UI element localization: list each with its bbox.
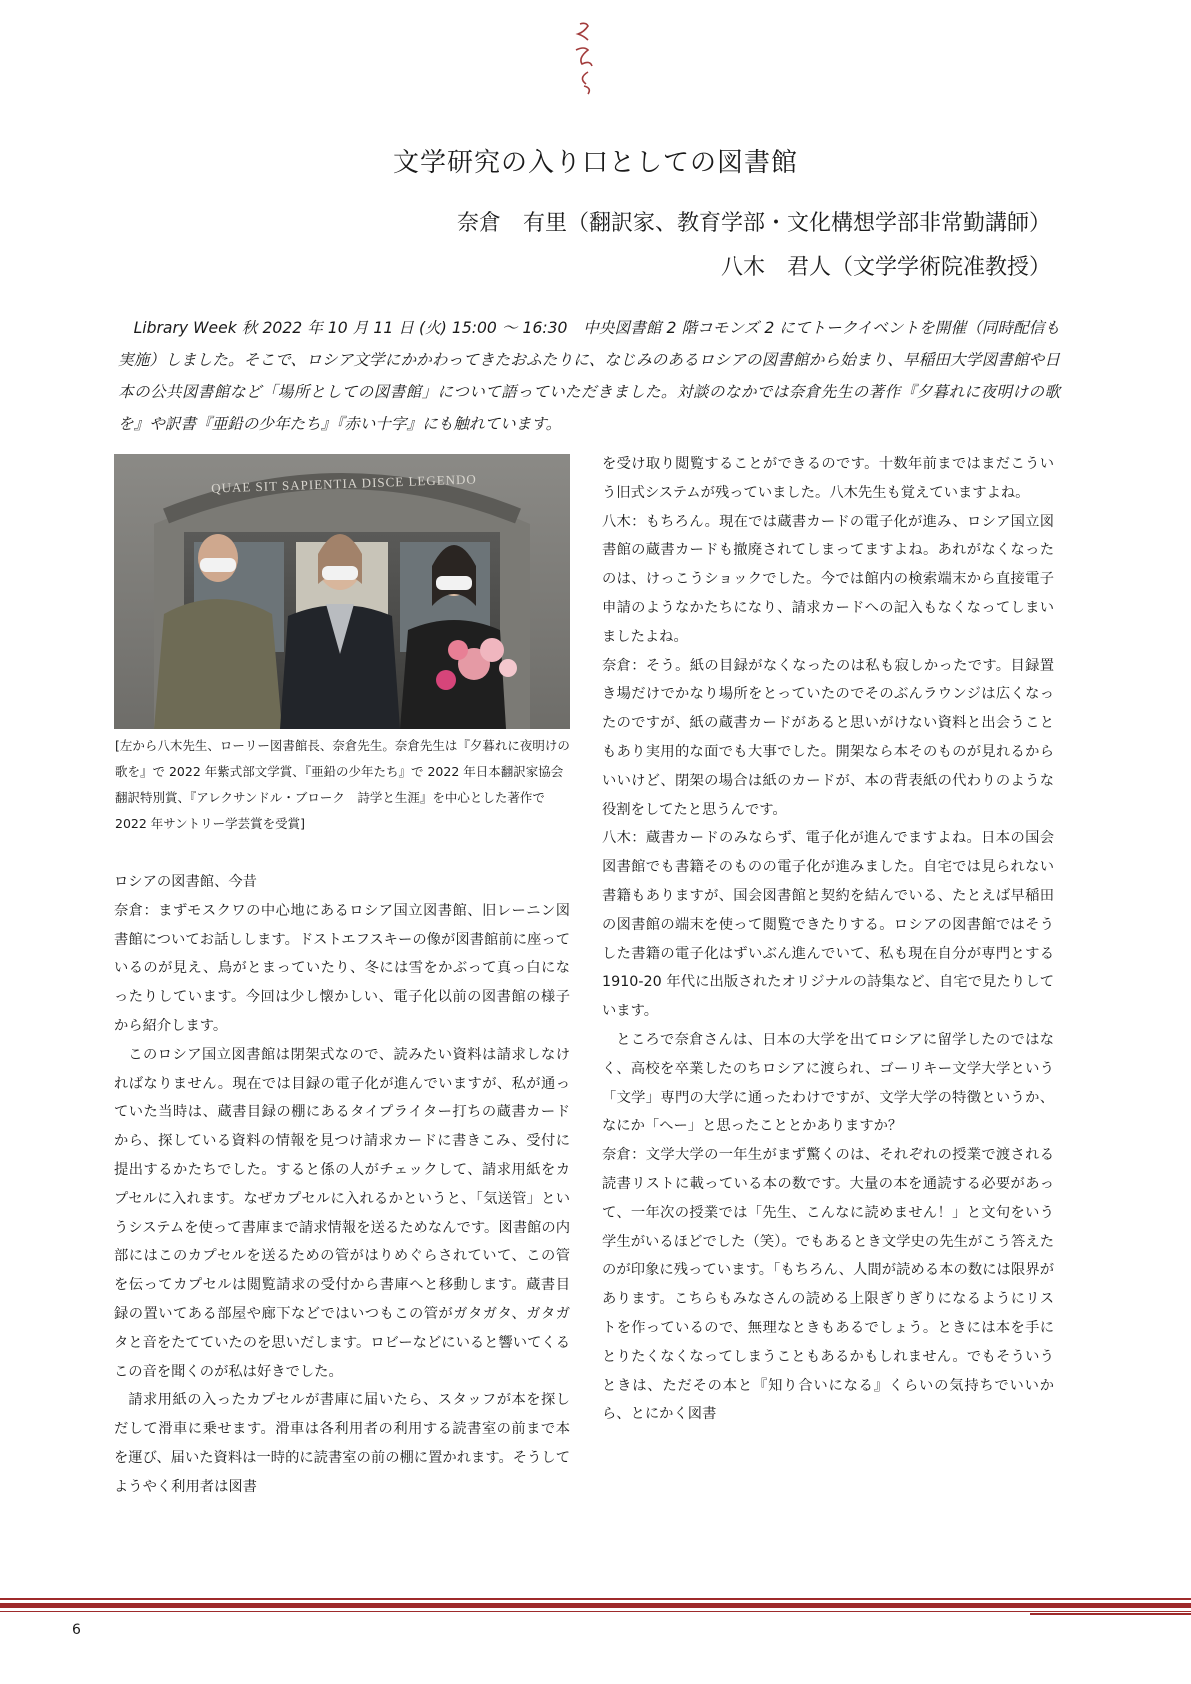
right-column [602,450,1054,1429]
fumikura-logo-mark [570,16,598,96]
right-paragraph-2: 八木：もちろん。現在では蔵書カードの電子化が進み、ロシア国立図書館の蔵書カードも撤廃されてしまってますよね。あれがなくなったのは、けっこうショックでした。今では館内の検索端末から直接電子申請のようなかたちになり、請求カードへの記入もなくなってしまいましたよね。 [602,513,1054,645]
event-photo [114,454,570,729]
left-paragraph-2: このロシア国立図書館は閉架式なので、読みたい資料は請求しなければなりません。現在では目録の電子化が進んでいますが、私が通っていた当時は、蔵書目録の棚にあるタイプライター打ちの蔵書カードから、探している資料の情報を見つけ請求カードに書きこみ、受付に提出するかたちでした。すると係の人がチェックして、請求用紙をカプセルに入れます。なぜカプセルに入れるかというと、「気送管」というシステムを使って書庫まで請求情報を送るためなんです。図書館の内部にはこのカプセルを送るための管がはりめぐらされていて、この管を伝ってカプセルは閲覧請求の受付から書庫へと移動します。蔵書目録の置いてある部屋や廊下などではいつもこの管がガタガタ、ガタガタと音をたてていたのを思いだします。ロビーなどにいると響いてくるこの音を聞くのが私は好きでした。 [114,1046,570,1380]
fumikura-logo [570,16,598,96]
left-paragraph-1: 奈倉：まずモスクワの中心地にあるロシア国立図書館、旧レーニン図書館についてお話しします。ドストエフスキーの像が図書館前に座っているのが見え、鳥がとまっていたり、冬には雪をかぶって真っ白になったりしています。今回は少し懐かしい、電子化以前の図書館の様子から紹介します。 [114,902,570,1034]
footer-rule [0,1598,1191,1618]
right-paragraph-5: ところで奈倉さんは、日本の大学を出てロシアに留学したのではなく、高校を卒業したのちロシアに渡られ、ゴーリキー文学大学という「文学」専門の大学に通ったわけですが、文学大学の特徴というか、なにか「へー」と思ったこととかありますか？ [602,1031,1054,1135]
left-paragraph-3: 請求用紙の入ったカプセルが書庫に届いたら、スタッフが本を探しだして滑車に乗せます。滑車は各利用者の利用する読書室の前まで本を運び、届いた資料は一時的に読書室の前の棚に置かれます。そうしてようやく利用者は図書 [114,1392,570,1495]
author-nakura: 奈倉 有里（翻訳家、教育学部・文化構想学部非常勤講師） [456,211,1051,236]
intro-paragraph: Library Week 秋 2022 年 10 月 11 日 (火) 15:00 ～ 16:30 中央図書館 2 階コモンズ 2 にてトークイベントを開催（同時配信も実施）しました。そこで、ロシア文学にかかわってきたおふたりに、なじみのあるロシアの図書館から始まり、早稲田大学図書館や日本の公共図書館など「場所としての図書館」について語っていただきました。対談のなかでは奈倉先生の著作『夕暮れに夜明けの歌を』や訳書『亜鉛の少年たち』『赤い十字』にも触れています。 [118,319,1060,433]
article-title: 文学研究の入り口としての図書館 [392,148,798,178]
right-paragraph-4: 八木：蔵書カードのみならず、電子化が進んでますよね。日本の国会図書館でも書籍そのものの電子化が進みました。自宅では見られない書籍もありますが、国会図書館と契約を結んでいる、たとえば早稲田の図書館の端末を使って閲覧できたりする。ロシアの図書館ではそうした書籍の電子化はずいぶん進んでいて、私も現在自分が専門とする 1910-20 年代に出版されたオリジナルの詩集など、自宅で見たりしています。 [602,830,1054,1020]
author-yagi: 八木 君人（文学学術院准教授） [720,255,1051,280]
page-number: 6 [72,1622,81,1638]
right-paragraph-1: を受け取り閲覧することができるのです。十数年前まではまだこういう旧式システムが残っていました。八木先生も覚えていますよね。 [602,456,1054,501]
right-paragraph-3: 奈倉：そう。紙の目録がなくなったのは私も寂しかったです。目録置き場だけでかなり場所をとっていたのでそのぶんラウンジは広くなったのですが、紙の蔵書カードがあると思いがけない資料と出会うこともあり実用的な面でも大事でした。開架なら本そのものが見れるからいいけど、閉架の場合は紙のカードが、本の背表紙の代わりのような役割をしてたと思うんです。 [602,657,1054,818]
photo-inscription: QUAE SIT SAPIENTIA DISCE LEGENDO [210,471,478,496]
section-heading: ロシアの図書館、今昔 [114,874,257,890]
left-column [114,868,570,1502]
photo-caption: [左から八木先生、ローリー図書館長、奈倉先生。奈倉先生は『夕暮れに夜明けの歌を』で 2022 年紫式部文学賞、『亜鉛の少年たち』で 2022 年日本翻訳家協会翻訳特別賞、『アレクサンドル・ブローク 詩学と生涯』を中心とした著作で 2022 年サントリー学芸賞を受賞] [115,738,570,831]
right-paragraph-6: 奈倉：文学大学の一年生がまず驚くのは、それぞれの授業で渡される読書リストに載っている本の数です。大量の本を通読する必要があって、一年次の授業では「先生、こんなに読めません！」と文句をいう学生がいるほどでした（笑）。でもあるとき文学史の先生がこう答えたのが印象に残っています。「もちろん、人間が読める本の数には限界があります。こちらもみなさんの読める上限ぎりぎりになるようにリストを作っているので、無理なときもあるでしょう。ときには本を手にとりたくなくなってしまうこともあるかもしれません。でもそういうときは、ただその本と『知り合いになる』くらいの気持ちでいいから、とにかく図書 [602,1147,1054,1423]
